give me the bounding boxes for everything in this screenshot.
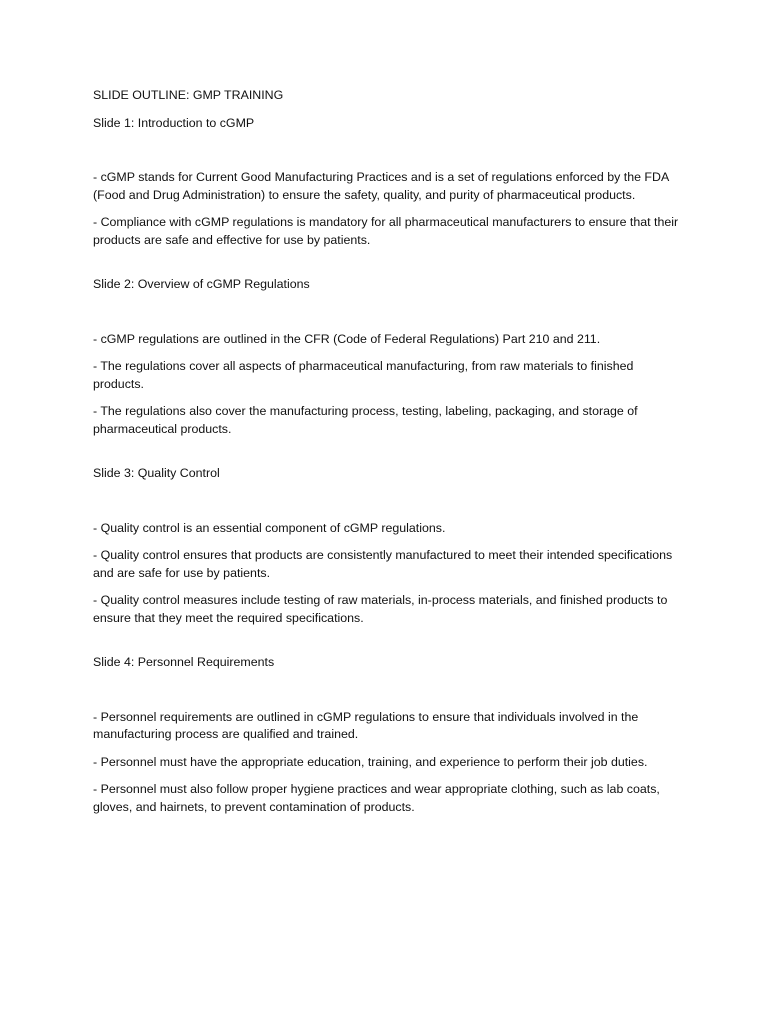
bullet-point: - Personnel must also follow proper hygiene practices and wear appropriate clothing, such as lab coats, gloves, and hairnets, to prevent contamination of products. [93,782,660,814]
bullet-point: - Personnel requirements are outlined in cGMP regulations to ensure that individuals involved in the manufacturing process are qualified and trained. [93,709,639,741]
bullet-point: - Compliance with cGMP regulations is mandatory for all pharmaceutical manufacturers to ensure that their products are safe and effective for use by patients. [93,215,679,247]
bullet-point: - Quality control is an essential component of cGMP regulations. [93,520,446,535]
slide-section-3 [93,465,683,627]
bullet-point: - Quality control ensures that products are consistently manufactured to meet their intended specifications and are safe for use by patients. [93,548,673,580]
bullet-point: - Personnel must have the appropriate education, training, and experience to perform their job duties. [93,754,648,769]
slide-section-1 [93,115,683,250]
bullet-point: - cGMP stands for Current Good Manufacturing Practices and is a set of regulations enforced by the FDA (Food and Drug Administration) to ensure the safety, quality, and purity of pharmaceutical products. [93,170,669,202]
slide-section-4 [93,654,683,816]
bullet-point: - The regulations also cover the manufacturing process, testing, labeling, packaging, and storage of pharmaceutical products. [93,404,638,436]
slide-title: Slide 3: Quality Control [93,466,220,480]
bullet-point: - Quality control measures include testing of raw materials, in-process materials, and finished products to ensure that they meet the required specifications. [93,593,668,625]
slide-section-2 [93,276,683,438]
bullet-point: - cGMP regulations are outlined in the CFR (Code of Federal Regulations) Part 210 and 211. [93,331,601,346]
document-title: SLIDE OUTLINE: GMP TRAINING [93,88,284,102]
slide-title: Slide 2: Overview of cGMP Regulations [93,277,310,291]
slide-title: Slide 1: Introduction to cGMP [93,115,255,130]
bullet-point: - The regulations cover all aspects of pharmaceutical manufacturing, from raw materials to finished products. [93,359,634,391]
slide-title: Slide 4: Personnel Requirements [93,655,275,669]
document-body [93,87,683,843]
